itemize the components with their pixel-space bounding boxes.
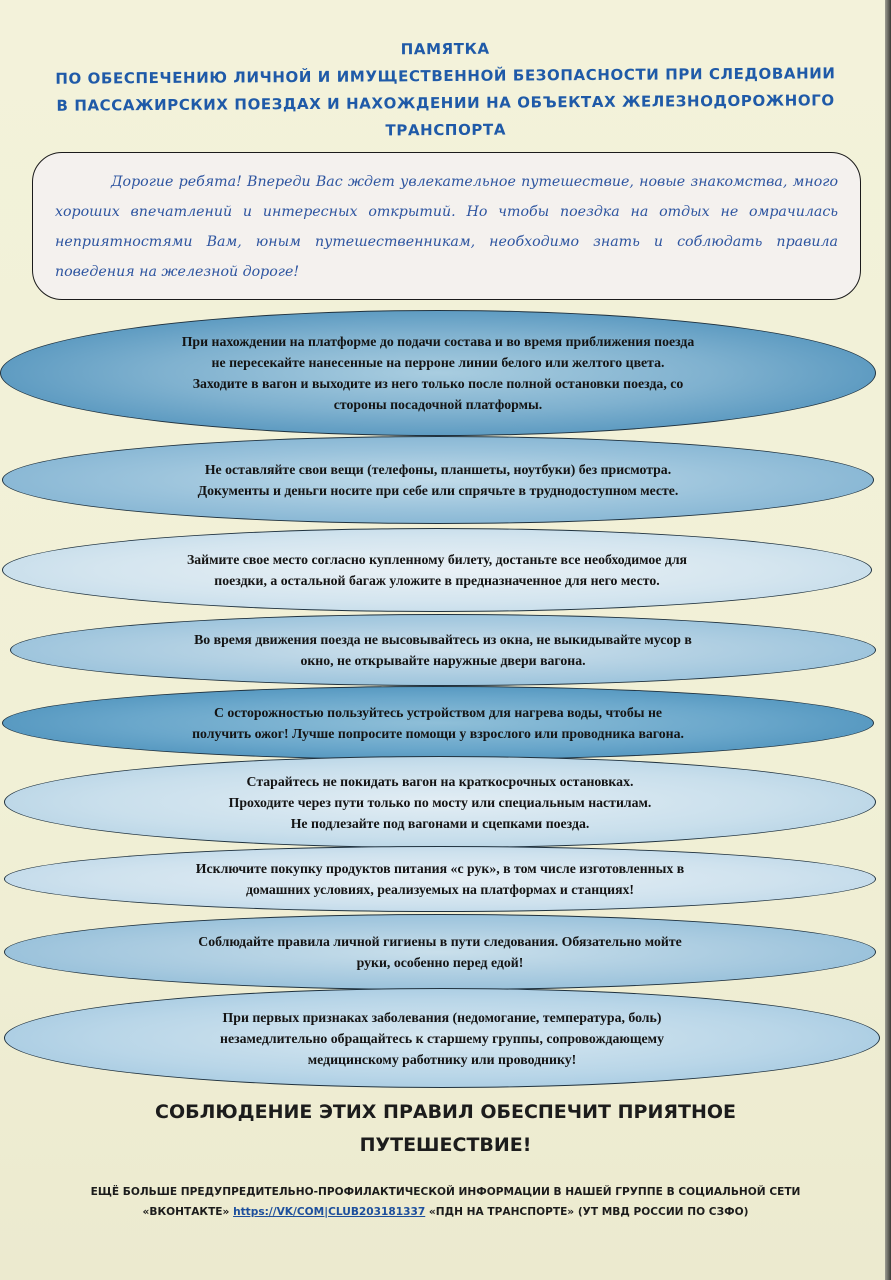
footer-prefix: «ВКОНТАКТЕ»	[142, 1206, 234, 1218]
conclusion-line: ПУТЕШЕСТВИЕ!	[359, 1134, 532, 1156]
footer-suffix: «ПДН НА ТРАНСПОРТЕ» (УТ МВД РОССИИ ПО СЗФО)	[425, 1206, 749, 1218]
rule-oval-3	[2, 528, 872, 612]
conclusion-line: СОБЛЮДЕНИЕ ЭТИХ ПРАВИЛ ОБЕСПЕЧИТ ПРИЯТНОЕ	[155, 1101, 736, 1123]
rule-line: Старайтесь не покидать вагон на краткосрочных остановках.	[246, 773, 634, 789]
rule-text	[192, 702, 684, 744]
rule-oval-1	[0, 310, 876, 436]
rule-oval-5	[2, 686, 874, 760]
memo-title	[0, 33, 891, 147]
rule-text	[196, 858, 684, 900]
rule-text	[229, 771, 652, 834]
rule-line: поездки, а остальной багаж уложите в предназначенное для него место.	[214, 573, 660, 588]
rule-text	[220, 1007, 664, 1070]
rule-line: При нахождении на платформе до подачи состава и во время приближения поезда	[181, 334, 695, 349]
rule-line: незамедлительно обращайтесь к старшему группы, сопровождающему	[220, 1030, 664, 1046]
title-line: В ПАССАЖИРСКИХ ПОЕЗДАХ И НАХОЖДЕНИИ НА ОБЪЕКТАХ ЖЕЛЕЗНОДОРОЖНОГО	[56, 91, 835, 115]
title-line: ТРАНСПОРТА	[385, 120, 507, 140]
rule-line: Проходите через пути только по мосту или специальным настилам.	[228, 794, 652, 810]
rule-oval-7	[4, 846, 876, 912]
intro-box	[32, 152, 861, 300]
rule-line: С осторожностью пользуйтесь устройством для нагрева воды, чтобы не	[213, 705, 663, 720]
rule-line: домашних условиях, реализуемых на платформах и станциях!	[245, 882, 635, 897]
rule-line: Не оставляйте свои вещи (телефоны, планшеты, ноутбуки) без присмотра.	[204, 462, 672, 477]
rule-line: Займите свое место согласно купленному билету, достаньте все необходимое для	[186, 552, 688, 567]
rule-text	[182, 331, 695, 415]
rule-line: Во время движения поезда не высовывайтесь из окна, не выкидывайте мусор в	[194, 632, 692, 647]
rule-line: Не подлезайте под вагонами и сцепками поезда.	[290, 815, 590, 831]
footer-note	[0, 1182, 891, 1222]
rule-line: Заходите в вагон и выходите из него только после полной остановки поезда, со	[192, 376, 684, 391]
rule-text	[194, 629, 692, 671]
rule-text	[198, 931, 681, 973]
rule-line: Соблюдайте правила личной гигиены в пути следования. Обязательно мойте	[198, 934, 682, 949]
rule-line: не пересекайте нанесенные на перроне линии белого или желтого цвета.	[211, 355, 665, 370]
rule-line: Документы и деньги носите при себе или спрячьте в труднодоступном месте.	[197, 483, 679, 498]
sheet-edge	[885, 0, 891, 1280]
rule-line: стороны посадочной платформы.	[333, 397, 543, 412]
vk-group-link[interactable]: https://VK/COM|CLUB203181337	[233, 1206, 426, 1218]
rule-line: получить ожог! Лучше попросите помощи у взрослого или проводника вагона.	[192, 726, 684, 741]
title-line: ПО ОБЕСПЕЧЕНИЮ ЛИЧНОЙ И ИМУЩЕСТВЕННОЙ БЕЗОПАСНОСТИ ПРИ СЛЕДОВАНИИ	[55, 64, 836, 88]
rule-line: окно, не открывайте наружные двери вагона.	[300, 653, 586, 668]
rule-oval-6	[4, 756, 876, 848]
rule-line: медицинскому работнику или проводнику!	[307, 1051, 577, 1067]
title-line: ПАМЯТКА	[400, 39, 490, 59]
intro-text: Дорогие ребята! Впереди Вас ждет увлекательное путешествие, новые знакомства, много хороших впечатлений и интересных открытий. Но чтобы поездка на отдых не омрачилась неприятностями Вам, юным путешественникам, необходимо знать и соблюдать правила поведения на железной дороге!	[55, 174, 838, 280]
rule-oval-9	[4, 988, 880, 1088]
footer-line-1: ЕЩЁ БОЛЬШЕ ПРЕДУПРЕДИТЕЛЬНО-ПРОФИЛАКТИЧЕСКОЙ ИНФОРМАЦИИ В НАШЕЙ ГРУППЕ В СОЦИАЛЬНОЙ СЕТИ	[90, 1186, 801, 1198]
rule-text	[198, 459, 679, 501]
rule-oval-8	[4, 914, 876, 990]
rule-oval-4	[10, 614, 876, 686]
rule-line: руки, особенно перед едой!	[356, 955, 524, 970]
rule-line: При первых признаках заболевания (недомогание, температура, боль)	[222, 1009, 662, 1025]
rule-oval-2	[2, 436, 874, 524]
rule-text	[187, 549, 687, 591]
footer-line-2	[0, 1202, 891, 1222]
conclusion-heading	[0, 1096, 891, 1162]
rule-line: Исключите покупку продуктов питания «с рук», в том числе изготовленных в	[195, 861, 685, 876]
